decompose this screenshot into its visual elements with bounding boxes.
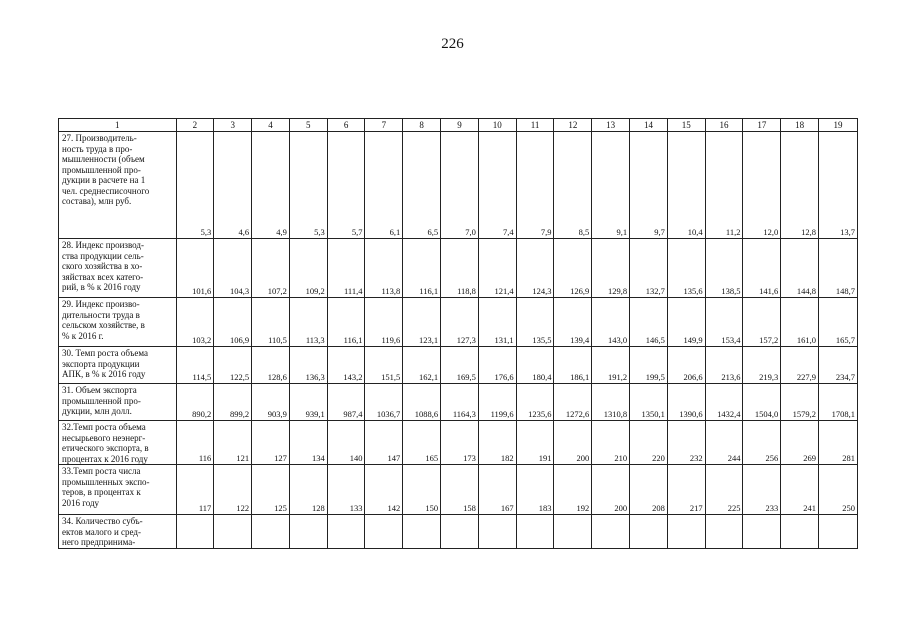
value-cell: 111,4 — [327, 239, 365, 298]
value-cell: 206,6 — [667, 347, 705, 384]
value-cell: 1199,6 — [478, 384, 516, 421]
value-cell: 12,8 — [781, 132, 819, 239]
value-cell: 165,7 — [819, 298, 858, 347]
value-cell: 125 — [252, 465, 290, 515]
indicator-label: 31. Объем экспорта промышленной про- дукции, млн долл. — [59, 384, 177, 421]
value-cell: 143,2 — [327, 347, 365, 384]
indicator-label: 34. Количество субъ- ектов малого и сред- него предпринима- — [59, 515, 177, 549]
value-cell: 5,3 — [176, 132, 214, 239]
indicator-label: 33.Темп роста числа промышленных экспо- теров, в процентах к 2016 году — [59, 465, 177, 515]
value-cell: 219,3 — [743, 347, 781, 384]
value-cell: 127 — [252, 421, 290, 465]
value-cell — [592, 515, 630, 549]
column-number-header: 19 — [819, 119, 858, 132]
table-row — [59, 384, 858, 421]
column-number-header: 5 — [289, 119, 327, 132]
table-body — [59, 119, 858, 549]
value-cell — [327, 515, 365, 549]
value-cell: 139,4 — [554, 298, 592, 347]
value-cell: 233 — [743, 465, 781, 515]
value-cell: 176,6 — [478, 347, 516, 384]
value-cell: 241 — [781, 465, 819, 515]
value-cell: 158 — [441, 465, 479, 515]
value-cell: 192 — [554, 465, 592, 515]
value-cell: 7,0 — [441, 132, 479, 239]
value-cell: 191,2 — [592, 347, 630, 384]
value-cell — [403, 515, 441, 549]
column-number-header: 4 — [252, 119, 290, 132]
value-cell: 162,1 — [403, 347, 441, 384]
value-cell: 113,8 — [365, 239, 403, 298]
value-cell: 117 — [176, 465, 214, 515]
value-cell: 150 — [403, 465, 441, 515]
value-cell: 138,5 — [705, 239, 743, 298]
value-cell: 101,6 — [176, 239, 214, 298]
value-cell: 234,7 — [819, 347, 858, 384]
column-number-header: 3 — [214, 119, 252, 132]
value-cell: 149,9 — [667, 298, 705, 347]
column-number-header: 12 — [554, 119, 592, 132]
value-cell: 165 — [403, 421, 441, 465]
value-cell: 116,1 — [403, 239, 441, 298]
value-cell: 186,1 — [554, 347, 592, 384]
value-cell: 124,3 — [516, 239, 554, 298]
value-cell: 220 — [630, 421, 668, 465]
value-cell — [478, 515, 516, 549]
value-cell: 213,6 — [705, 347, 743, 384]
value-cell: 199,5 — [630, 347, 668, 384]
value-cell: 128 — [289, 465, 327, 515]
value-cell: 118,8 — [441, 239, 479, 298]
value-cell: 4,9 — [252, 132, 290, 239]
value-cell: 135,5 — [516, 298, 554, 347]
value-cell: 143,0 — [592, 298, 630, 347]
value-cell — [214, 515, 252, 549]
value-cell: 136,3 — [289, 347, 327, 384]
value-cell: 147 — [365, 421, 403, 465]
value-cell: 161,0 — [781, 298, 819, 347]
value-cell: 169,5 — [441, 347, 479, 384]
table-row — [59, 132, 858, 239]
value-cell: 899,2 — [214, 384, 252, 421]
value-cell: 183 — [516, 465, 554, 515]
value-cell: 148,7 — [819, 239, 858, 298]
value-cell: 1164,3 — [441, 384, 479, 421]
value-cell: 182 — [478, 421, 516, 465]
value-cell: 244 — [705, 421, 743, 465]
value-cell: 107,2 — [252, 239, 290, 298]
column-number-header: 6 — [327, 119, 365, 132]
value-cell: 128,6 — [252, 347, 290, 384]
value-cell: 123,1 — [403, 298, 441, 347]
value-cell — [289, 515, 327, 549]
table-row — [59, 421, 858, 465]
value-cell: 114,5 — [176, 347, 214, 384]
value-cell: 1036,7 — [365, 384, 403, 421]
value-cell: 127,3 — [441, 298, 479, 347]
value-cell: 13,7 — [819, 132, 858, 239]
value-cell: 208 — [630, 465, 668, 515]
value-cell: 151,5 — [365, 347, 403, 384]
value-cell: 7,9 — [516, 132, 554, 239]
value-cell: 227,9 — [781, 347, 819, 384]
value-cell: 113,3 — [289, 298, 327, 347]
column-number-header: 15 — [667, 119, 705, 132]
value-cell: 1235,6 — [516, 384, 554, 421]
value-cell: 134 — [289, 421, 327, 465]
value-cell — [554, 515, 592, 549]
value-cell: 131,1 — [478, 298, 516, 347]
value-cell: 1310,8 — [592, 384, 630, 421]
value-cell — [630, 515, 668, 549]
column-number-header: 14 — [630, 119, 668, 132]
value-cell: 5,3 — [289, 132, 327, 239]
table-row — [59, 298, 858, 347]
value-cell — [819, 515, 858, 549]
value-cell — [667, 515, 705, 549]
table-row — [59, 465, 858, 515]
value-cell: 11,2 — [705, 132, 743, 239]
value-cell: 5,7 — [327, 132, 365, 239]
value-cell: 167 — [478, 465, 516, 515]
value-cell — [743, 515, 781, 549]
value-cell: 12,0 — [743, 132, 781, 239]
value-cell: 133 — [327, 465, 365, 515]
value-cell: 121 — [214, 421, 252, 465]
value-cell: 890,2 — [176, 384, 214, 421]
indicator-label: 28. Индекс производ- ства продукции сель- ского хозяйства в хо- зяйствах всех катего- рий, в % к 2016 году — [59, 239, 177, 298]
column-number-header: 16 — [705, 119, 743, 132]
value-cell: 269 — [781, 421, 819, 465]
value-cell: 191 — [516, 421, 554, 465]
value-cell: 103,2 — [176, 298, 214, 347]
value-cell: 110,5 — [252, 298, 290, 347]
value-cell: 9,1 — [592, 132, 630, 239]
value-cell: 7,4 — [478, 132, 516, 239]
value-cell: 939,1 — [289, 384, 327, 421]
column-number-header: 13 — [592, 119, 630, 132]
indicator-label: 32.Темп роста объема несырьевого неэнерг- етического экспорта, в процентах к 2016 году — [59, 421, 177, 465]
value-cell: 232 — [667, 421, 705, 465]
value-cell — [705, 515, 743, 549]
value-cell: 200 — [592, 465, 630, 515]
value-cell: 250 — [819, 465, 858, 515]
value-cell: 4,6 — [214, 132, 252, 239]
indicator-label: 29. Индекс произво- дительности труда в сельском хозяйстве, в % к 2016 г. — [59, 298, 177, 347]
value-cell — [781, 515, 819, 549]
page-number: 226 — [441, 36, 464, 52]
value-cell: 122,5 — [214, 347, 252, 384]
value-cell: 6,1 — [365, 132, 403, 239]
value-cell: 1432,4 — [705, 384, 743, 421]
value-cell: 225 — [705, 465, 743, 515]
value-cell: 987,4 — [327, 384, 365, 421]
value-cell: 1579,2 — [781, 384, 819, 421]
value-cell: 116,1 — [327, 298, 365, 347]
value-cell: 135,6 — [667, 239, 705, 298]
value-cell — [365, 515, 403, 549]
value-cell: 1350,1 — [630, 384, 668, 421]
value-cell: 210 — [592, 421, 630, 465]
value-cell: 10,4 — [667, 132, 705, 239]
value-cell: 8,5 — [554, 132, 592, 239]
value-cell: 141,6 — [743, 239, 781, 298]
value-cell: 1504,0 — [743, 384, 781, 421]
column-number-header: 1 — [59, 119, 177, 132]
value-cell: 903,9 — [252, 384, 290, 421]
column-number-header: 9 — [441, 119, 479, 132]
column-number-header: 10 — [478, 119, 516, 132]
value-cell: 6,5 — [403, 132, 441, 239]
column-number-header: 18 — [781, 119, 819, 132]
value-cell: 106,9 — [214, 298, 252, 347]
column-number-header: 8 — [403, 119, 441, 132]
indicator-label: 27. Производитель- ность труда в про- мышленности (объем промышленной про- дукции в расчете на 1 чел. среднесписочного состава), млн руб. — [59, 132, 177, 239]
table-row — [59, 347, 858, 384]
value-cell: 256 — [743, 421, 781, 465]
value-cell: 109,2 — [289, 239, 327, 298]
table-row — [59, 515, 858, 549]
value-cell — [441, 515, 479, 549]
value-cell: 9,7 — [630, 132, 668, 239]
value-cell: 144,8 — [781, 239, 819, 298]
value-cell: 104,3 — [214, 239, 252, 298]
value-cell — [176, 515, 214, 549]
value-cell: 1088,6 — [403, 384, 441, 421]
column-number-header: 11 — [516, 119, 554, 132]
value-cell: 217 — [667, 465, 705, 515]
value-cell: 1272,6 — [554, 384, 592, 421]
value-cell: 1708,1 — [819, 384, 858, 421]
value-cell — [252, 515, 290, 549]
value-cell: 116 — [176, 421, 214, 465]
value-cell: 122 — [214, 465, 252, 515]
header-row — [59, 119, 858, 132]
value-cell: 153,4 — [705, 298, 743, 347]
value-cell: 281 — [819, 421, 858, 465]
value-cell: 129,8 — [592, 239, 630, 298]
column-number-header: 2 — [176, 119, 214, 132]
value-cell: 132,7 — [630, 239, 668, 298]
column-number-header: 17 — [743, 119, 781, 132]
value-cell: 180,4 — [516, 347, 554, 384]
column-number-header: 7 — [365, 119, 403, 132]
value-cell: 142 — [365, 465, 403, 515]
indicator-label: 30. Темп роста объема экспорта продукции АПК, в % к 2016 году — [59, 347, 177, 384]
table-row — [59, 239, 858, 298]
value-cell: 1390,6 — [667, 384, 705, 421]
value-cell: 200 — [554, 421, 592, 465]
value-cell — [516, 515, 554, 549]
indicator-table — [58, 118, 858, 549]
value-cell: 146,5 — [630, 298, 668, 347]
value-cell: 126,9 — [554, 239, 592, 298]
value-cell: 121,4 — [478, 239, 516, 298]
value-cell: 157,2 — [743, 298, 781, 347]
value-cell: 173 — [441, 421, 479, 465]
value-cell: 119,6 — [365, 298, 403, 347]
value-cell: 140 — [327, 421, 365, 465]
